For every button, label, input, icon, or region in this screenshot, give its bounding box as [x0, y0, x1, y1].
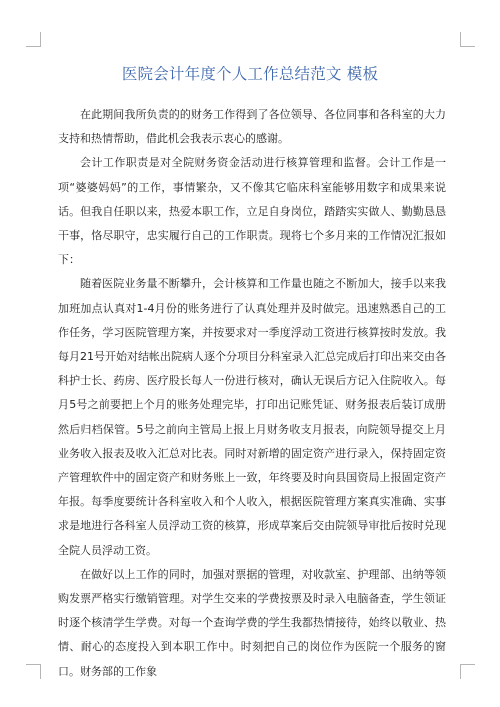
- document-body: [58, 103, 446, 684]
- crop-mark-bottom-left: [26, 664, 41, 679]
- paragraph-4: 在做好以上工作的同时，加强对票据的管理，对收款室、护理部、出纳等领购发票严格实行缴销管理。对学生交来的学费按票及时录入电脑备查，学生领证时逐个核清学生学费。对每一个查询学费的学生我都热情接待，始终以敬业、热情、耐心的态度投入到本职工作中。时刻把自己的岗位作为医院一个服务的窗口。财务部的工作象: [58, 567, 446, 678]
- paragraph-3: 随着医院业务量不断攀升，会计核算和工作量也随之不断加大，接手以来我加班加点认真对1-4月份的账务进行了认真处理并及时做完。迅速熟悉自己的工作任务，学习医院管理方案，并按要求对一季度浮动工资进行核算按时发放。我每月21号开始对结帐出院病人逐个分项目分科室录入汇总完成后打印出来交由各科护士长、药房、医疗股长每人一份进行核对，确认无误后方记入住院收入。每月5号之前要把上个月的账务处理完毕，打印出记账凭证、财务报表后装订成册然后归档保管。5号之前向主管局上报上月财务收支月报表，向院领导提交上月业务收入报表及收入汇总对比表。同时对新增的固定资产进行录入，保持固定资产管理软件中的固定资产和财务账上一致，年终要及时向县国资局上报固定资产年报。每季度要统计各科室收入和个人收入，根据医院管理方案真实准确、实事求是地进行各科室人员浮动工资的核算，形成草案后交由院领导审批后按时兑现全院人员浮动工资。: [58, 277, 446, 557]
- paragraph-1: 在此期间我所负责的的财务工作得到了各位领导、各位同事和各科室的大力支持和热情帮助，借此机会我表示衷心的感谢。: [58, 108, 446, 146]
- crop-mark-top-left: [26, 32, 41, 47]
- crop-mark-top-right: [460, 32, 475, 47]
- paragraph-2: 会计工作职责是对全院财务资金活动进行核算管理和监督。会计工作是一项“婆婆妈妈”的工作，事情繁杂，又不像其它临床科室能够用数字和成果来说话。但我自任职以来，热爱本职工作，立足自身岗位，踏踏实实做人、勤勤恳恳干事，恪尽职守，忠实履行自己的工作职责。现将七个多月来的工作情况汇报如下：: [58, 156, 446, 267]
- document-title: 医院会计年度个人工作总结范文 模板: [121, 65, 379, 83]
- crop-mark-bottom-right: [460, 664, 475, 679]
